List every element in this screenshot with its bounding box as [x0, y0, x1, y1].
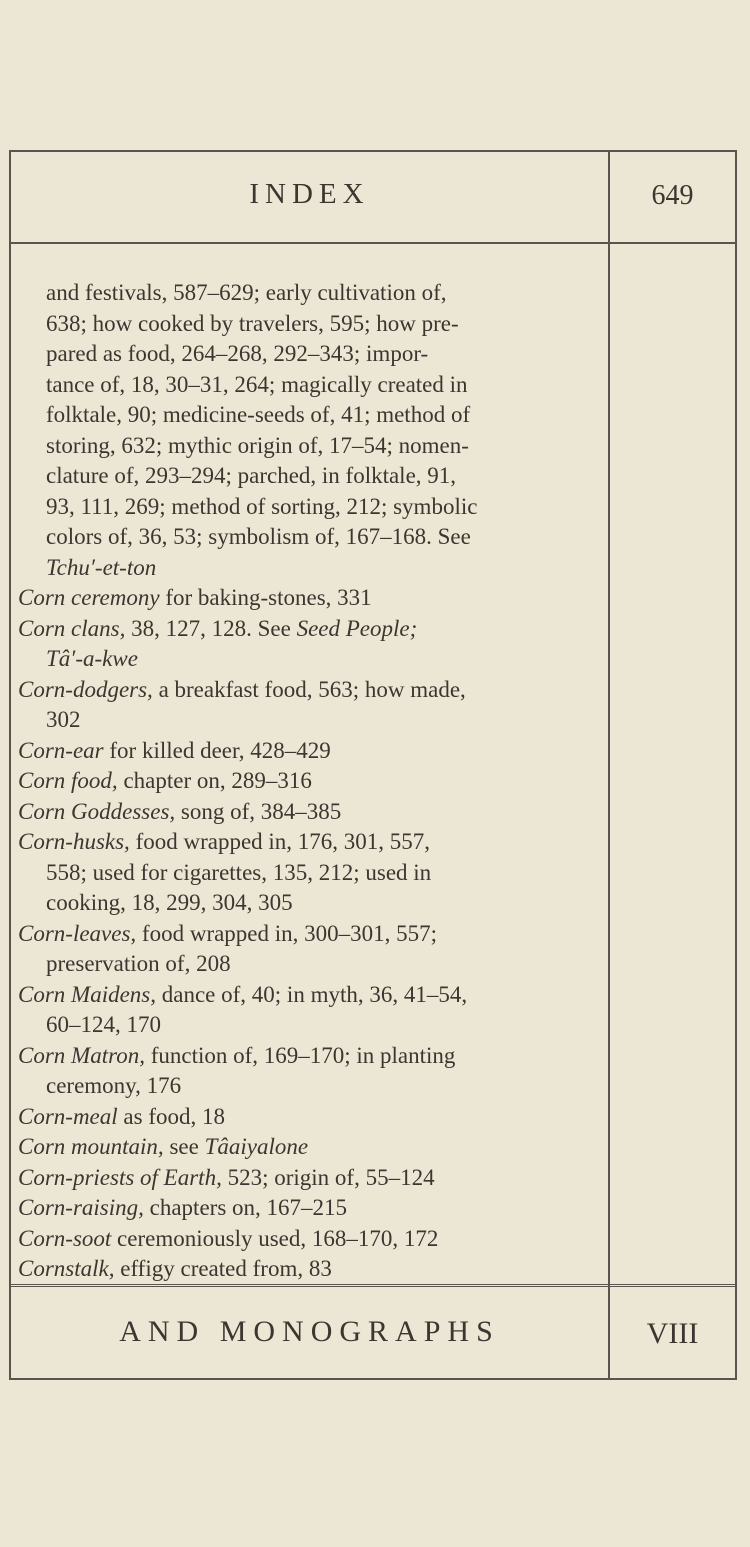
index-entry [18, 766, 598, 797]
continued-entry [18, 278, 598, 583]
column-rule [608, 152, 610, 1378]
entry-term: Corn-soot [18, 1225, 112, 1251]
entry-line: clature of, 293–294; parched, in folktale, 91, [46, 463, 457, 488]
entry-line: colors of, 36, 53; symbolism of, 167–168. See [46, 524, 471, 549]
entry-line: tance of, 18, 30–31, 264; magically created in [46, 371, 468, 397]
entry-text: for baking-stones, 331 [159, 585, 372, 610]
entry-term: Corn clans, [18, 615, 126, 641]
entry-term: Corn-meal [18, 1103, 118, 1129]
series-title: AND MONOGRAPHS [119, 1315, 500, 1348]
entry-text: dance of, 40; in myth, 36, 41–54, [156, 981, 468, 1007]
entry-line: storing, 632; mythic origin of, 17–54; nomen- [46, 432, 469, 458]
see-reference: Tâ′-a-kwe [46, 646, 138, 671]
see-reference: Seed People; [296, 615, 418, 641]
entry-term: Corn ceremony [18, 585, 160, 610]
entry-text: ceremoniously used, 168–170, 172 [111, 1225, 439, 1251]
index-entry [18, 1102, 598, 1133]
index-entry [18, 1041, 598, 1102]
entry-continuation: ceremony, 176 [46, 1073, 182, 1098]
index-entry [18, 675, 598, 736]
see-reference: Tâaiyalone [204, 1134, 309, 1159]
entry-text: a breakfast food, 563; how made, [152, 676, 466, 702]
entry-text: chapters on, 167–215 [143, 1195, 348, 1220]
running-head-title: INDEX [249, 178, 370, 210]
index-entry [18, 1254, 598, 1285]
index-entry [18, 797, 598, 828]
entry-continuation: cooking, 18, 299, 304, 305 [46, 890, 293, 915]
entry-text: effigy created from, 83 [114, 1256, 332, 1281]
index-entry [18, 1132, 598, 1163]
index-entry [18, 583, 598, 614]
index-entry [18, 1193, 598, 1224]
entry-line: 93, 111, 269; method of sorting, 212; symbolic [46, 493, 478, 519]
entry-text: song of, 384–385 [175, 798, 342, 824]
index-content [18, 278, 598, 1285]
volume-number: VIII [646, 1317, 699, 1350]
entry-text: food wrapped in, 300–301, 557; [136, 920, 438, 946]
entry-continuation: preservation of, 208 [46, 951, 231, 976]
entry-text: chapter on, 289–316 [117, 768, 312, 793]
header-row [11, 152, 735, 244]
entry-continuation: 302 [46, 707, 81, 732]
entry-term: Corn-husks, [18, 829, 130, 854]
entry-term: Corn-leaves, [18, 920, 137, 946]
index-entry [18, 1163, 598, 1194]
entry-continuation: 558; used for cigarettes, 135, 212; used in [46, 859, 432, 885]
index-entry [18, 736, 598, 767]
entry-text: for killed deer, 428–429 [103, 737, 331, 763]
entry-line: and festivals, 587–629; early cultivation of, [46, 280, 447, 305]
entry-term: Corn-raising, [18, 1195, 144, 1220]
entry-term: Corn food, [18, 768, 118, 793]
entry-line: folktale, 90; medicine-seeds of, 41; method of [46, 402, 471, 427]
page-number: 649 [651, 180, 694, 211]
entry-text: as food, 18 [117, 1103, 225, 1129]
entry-line: pared as food, 264–268, 292–343; impor- [46, 341, 429, 366]
entry-text: 38, 127, 128. See [125, 615, 297, 641]
entry-text: see [163, 1134, 205, 1159]
entry-line: 638; how cooked by travelers, 595; how pre- [46, 310, 459, 336]
entry-term: Corn-ear [18, 737, 104, 763]
index-entry [18, 980, 598, 1041]
entry-text: food wrapped in, 176, 301, 557, [129, 829, 431, 854]
index-entry [18, 919, 598, 980]
entry-continuation: 60–124, 170 [46, 1012, 161, 1037]
entry-text: function of, 169–170; in planting [144, 1042, 456, 1068]
index-entry [18, 1224, 598, 1255]
entry-term: Corn-dodgers, [18, 676, 153, 702]
see-reference: Tchu′-et-ton [46, 554, 157, 580]
entry-term: Corn mountain, [18, 1134, 164, 1159]
entry-term: Corn-priests of Earth, [18, 1164, 222, 1190]
index-entry [18, 827, 598, 919]
entry-term: Corn Matron, [18, 1042, 145, 1068]
entry-term: Corn Maidens, [18, 981, 156, 1007]
entry-term: Cornstalk, [18, 1256, 115, 1281]
footer-row [11, 1284, 735, 1378]
entry-term: Corn Goddesses, [18, 798, 176, 824]
index-entry [18, 614, 598, 675]
entry-text: 523; origin of, 55–124 [221, 1164, 435, 1190]
